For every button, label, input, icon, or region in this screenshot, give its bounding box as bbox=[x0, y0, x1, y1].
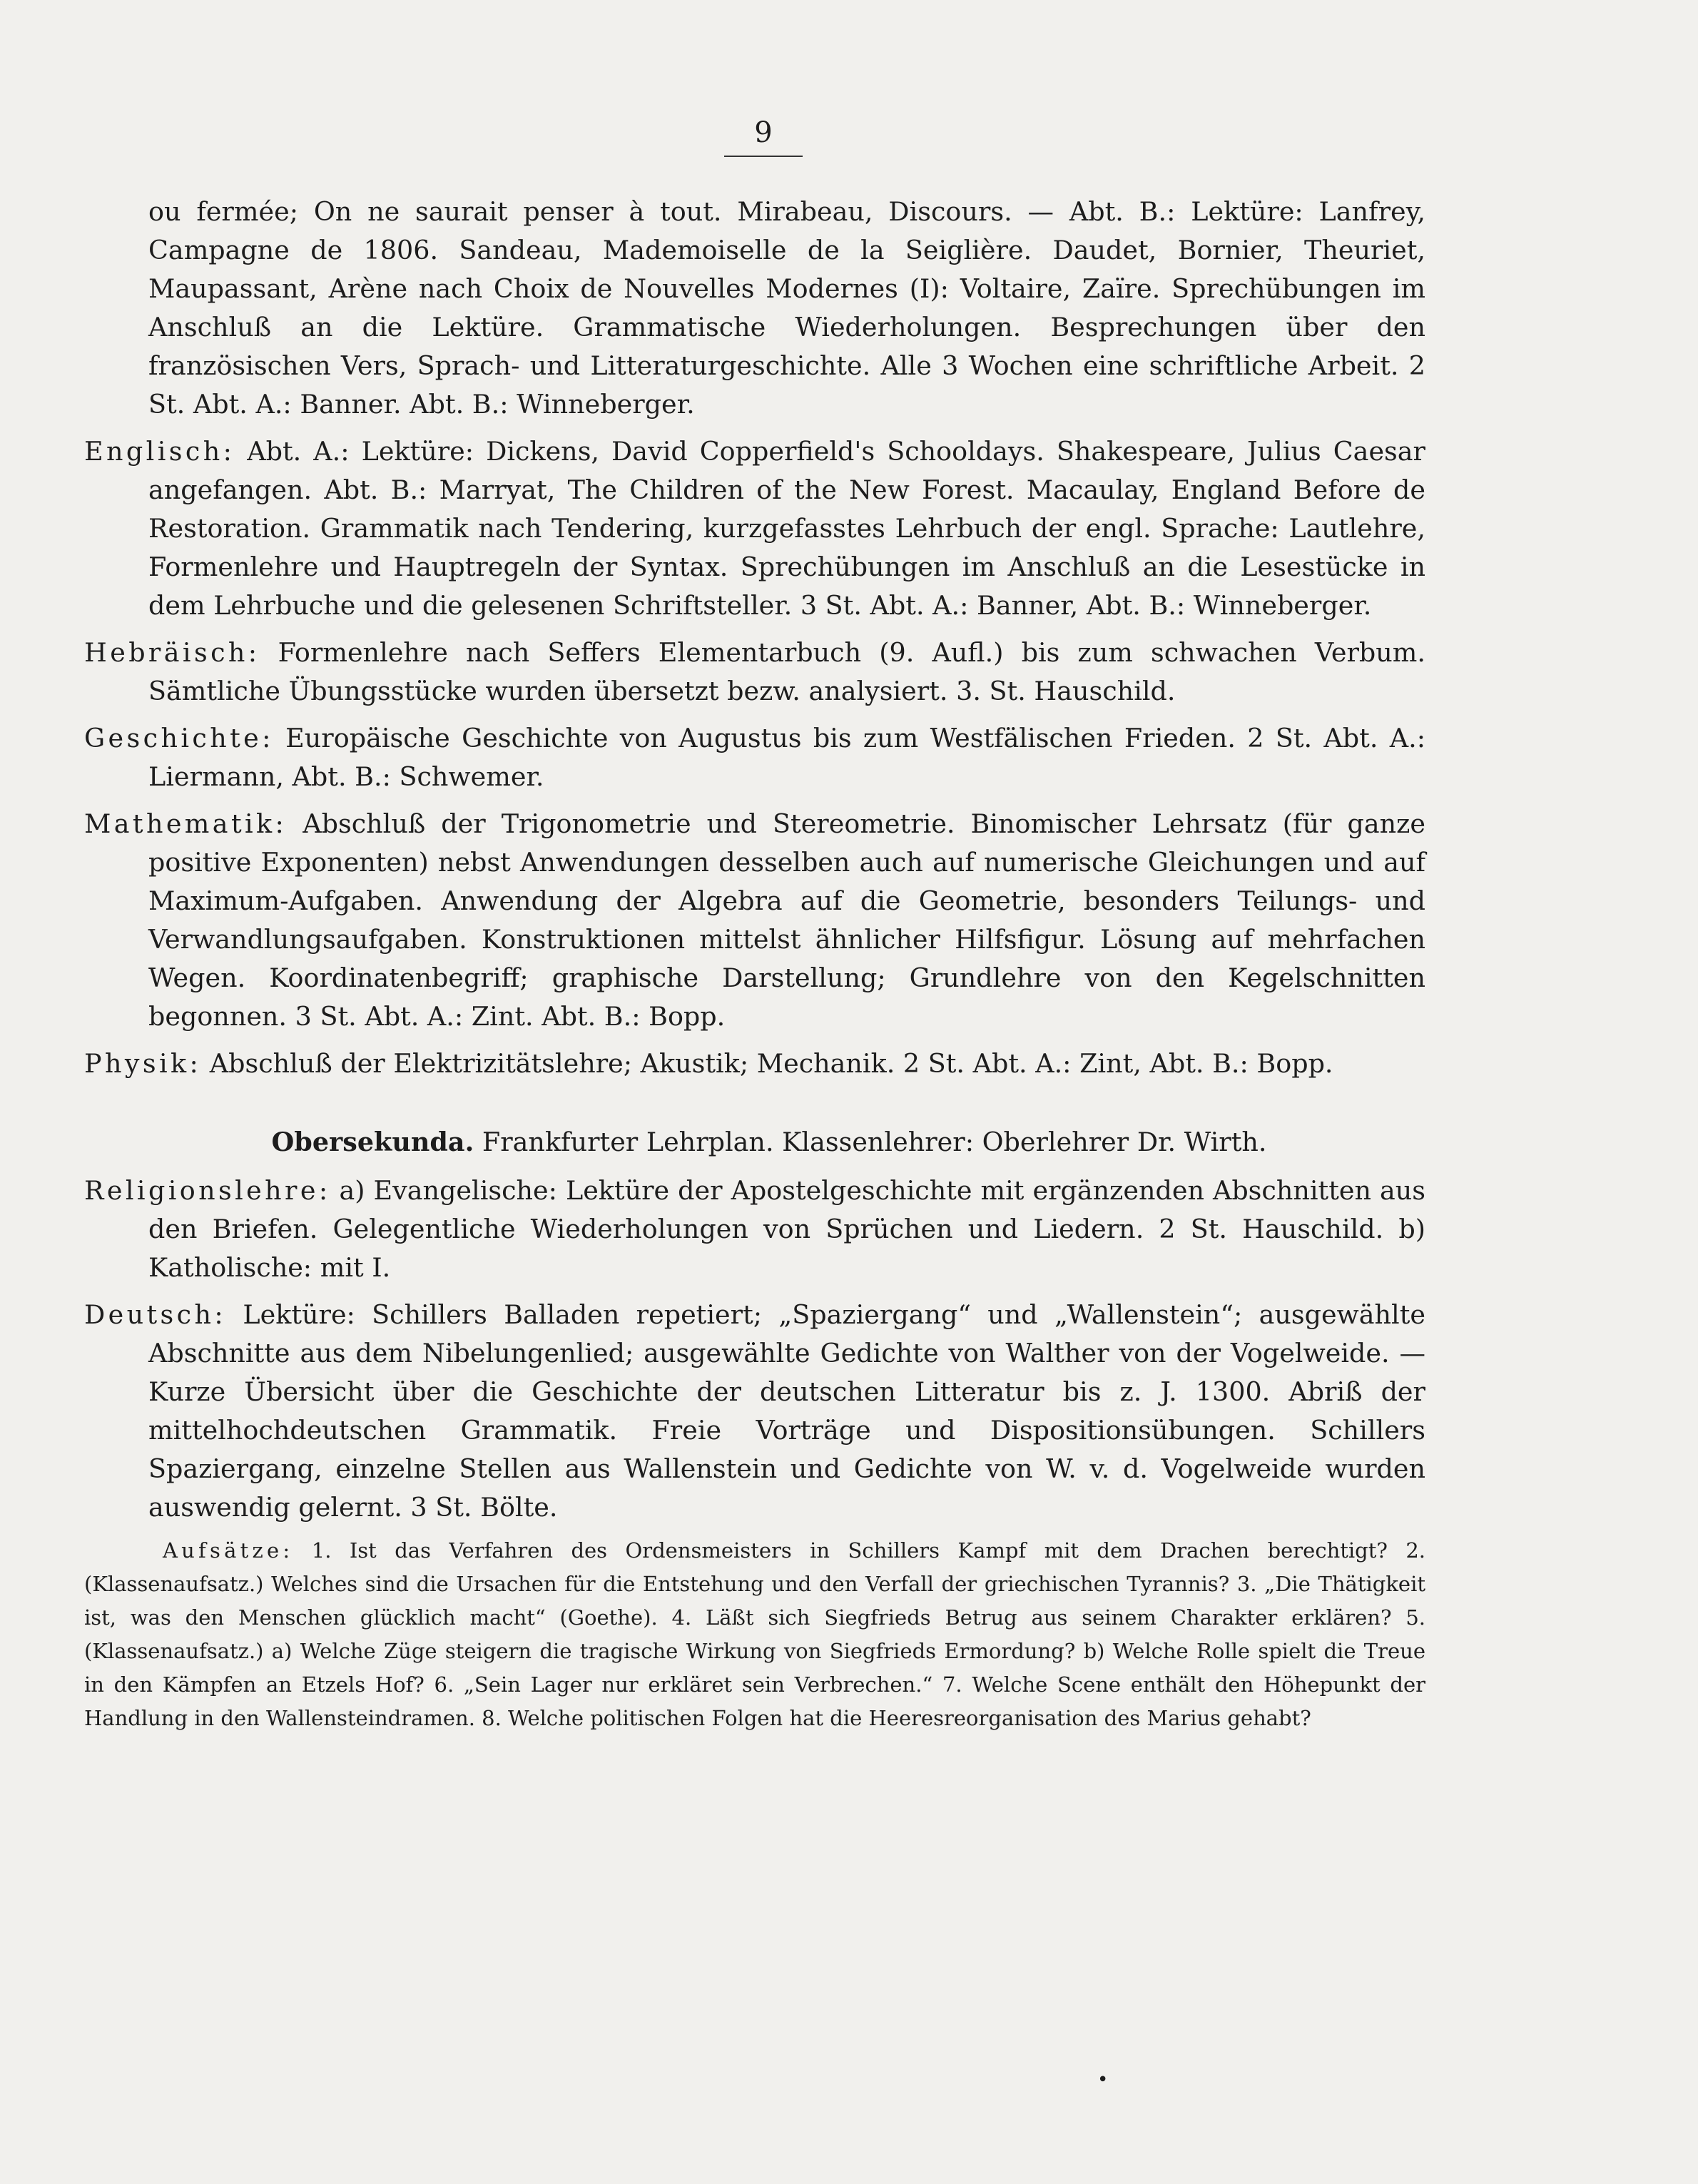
subject-text: Abt. A.: Lektüre: Dickens, David Copperfield's Schooldays. Shakespeare, Julius Caesar angefangen. Abt. B.: Marryat, The Children of the New Forest. Macaulay, England Before de Restoration. Grammatik nach Tendering, kurzgefasstes Lehrbuch der engl. Sprache: Lautlehre, Formenlehre und Hauptregeln der Syntax. Sprechübungen im Anschluß an die Lesestücke in dem Lehrbuche und die gelesenen Schriftsteller. 3 St. Abt. A.: Banner, Abt. B.: Winneberger. bbox=[148, 436, 1425, 621]
section-heading bbox=[84, 1123, 1425, 1162]
subject-text: Abschluß der Elektrizitätslehre; Akustik; Mechanik. 2 St. Abt. A.: Zint, Abt. B.: Bopp. bbox=[201, 1048, 1333, 1079]
section-title: Obersekunda. bbox=[271, 1127, 474, 1157]
subject-deutsch bbox=[84, 1296, 1425, 1527]
subject-geschichte bbox=[84, 719, 1425, 796]
page-number: 9 bbox=[754, 116, 773, 149]
subject-mathematik bbox=[84, 805, 1425, 1036]
essays-paragraph bbox=[84, 1534, 1425, 1735]
subject-religionslehre bbox=[84, 1172, 1425, 1287]
subject-hebraeisch bbox=[84, 634, 1425, 711]
subject-heading: Englisch: bbox=[84, 436, 235, 467]
subject-text: Abschluß der Trigonometrie und Stereometrie. Binomischer Lehrsatz (für ganze positive Exponenten) nebst Anwendungen desselben auch auf numerische Gleichungen und auf Maximum-Aufgaben. Anwendung der Algebra auf die Geometrie, besonders Teilungs- und Verwandlungsaufgaben. Konstruktionen mittelst ähnlicher Hilfsfigur. Lösung auf mehrfachen Wegen. Koordinatenbegriff; graphische Darstellung; Grundlehre von den Kegelschnitten begonnen. 3 St. Abt. A.: Zint. Abt. B.: Bopp. bbox=[148, 808, 1425, 1032]
subject-text: Lektüre: Schillers Balladen repetiert; „Spaziergang“ und „Wallenstein“; ausgewählte Abschnitte aus dem Nibelungenlied; ausgewählte Gedichte von Walther von der Vogelweide. — Kurze Übersicht über die Geschichte der deutschen Litteratur bis z. J. 1300. Abriß der mittelhochdeutschen Grammatik. Freie Vorträge und Dispositionsübungen. Schillers Spaziergang, einzelne Stellen aus Wallenstein und Gedichte von W. v. d. Vogelweide wurden auswendig gelernt. 3 St. Bölte. bbox=[148, 1299, 1425, 1523]
essays-heading: Aufsätze: bbox=[163, 1538, 294, 1563]
essays-text: 1. Ist das Verfahren des Ordensmeisters in Schillers Kampf mit dem Drachen berechtigt? 2. (Klassenaufsatz.) Welches sind die Ursachen für die Entstehung und den Verfall der griechischen Tyrannis? 3. „Die Thätigkeit ist, was den Menschen glücklich macht“ (Goethe). 4. Läßt sich Siegfrieds Betrug aus seinem Charakter erklären? 5. (Klassenaufsatz.) a) Welche Züge steigern die tragische Wirkung von Siegfrieds Ermordung? b) Welche Rolle spielt die Treue in den Kämpfen an Etzels Hof? 6. „Sein Lager nur erkläret sein Verbrechen.“ 7. Welche Scene enthält den Höhepunkt der Handlung in den Wallensteindramen. 8. Welche politischen Folgen hat die Heeresreorganisation des Marius gehabt? bbox=[84, 1538, 1425, 1730]
subject-heading: Hebräisch: bbox=[84, 637, 260, 668]
subject-heading: Mathematik: bbox=[84, 808, 288, 839]
page-number-rule bbox=[724, 156, 803, 157]
subject-physik bbox=[84, 1045, 1425, 1083]
subject-heading: Deutsch: bbox=[84, 1299, 227, 1330]
subject-englisch bbox=[84, 432, 1425, 625]
subject-text: Europäische Geschichte von Augustus bis zum Westfälischen Frieden. 2 St. Abt. A.: Liermann, Abt. B.: Schwemer. bbox=[148, 723, 1425, 792]
section-subtitle: Frankfurter Lehrplan. Klassenlehrer: Oberlehrer Dr. Wirth. bbox=[474, 1127, 1267, 1157]
body-text bbox=[84, 193, 1425, 1756]
subject-heading: Physik: bbox=[84, 1048, 202, 1079]
subject-text: Formenlehre nach Seffers Elementarbuch (9. Aufl.) bis zum schwachen Verbum. Sämtliche Übungsstücke wurden übersetzt bezw. analysiert. 3. St. Hauschild. bbox=[148, 637, 1425, 706]
continuation-paragraph: ou fermée; On ne saurait penser à tout. Mirabeau, Discours. — Abt. B.: Lektüre: Lanfrey, Campagne de 1806. Sandeau, Mademoiselle de la Seiglière. Daudet, Bornier, Theuriet, Maupassant, Arène nach Choix de Nouvelles Modernes (I): Voltaire, Zaïre. Sprechübungen im Anschluß an die Lektüre. Grammatische Wiederholungen. Besprechungen über den französischen Vers, Sprach- und Litteraturgeschichte. Alle 3 Wochen eine schriftliche Arbeit. 2 St. Abt. A.: Banner. Abt. B.: Winneberger. bbox=[148, 196, 1425, 420]
subject-text: a) Evangelische: Lektüre der Apostelgeschichte mit ergänzenden Abschnitten aus den Briefen. Gelegentliche Wiederholungen von Sprüchen und Liedern. 2 St. Hauschild. b) Katholische: mit I. bbox=[148, 1175, 1425, 1283]
print-speck-mark: • bbox=[1097, 2069, 1109, 2091]
subject-heading: Geschichte: bbox=[84, 723, 274, 753]
subject-heading: Religionslehre: bbox=[84, 1175, 331, 1206]
